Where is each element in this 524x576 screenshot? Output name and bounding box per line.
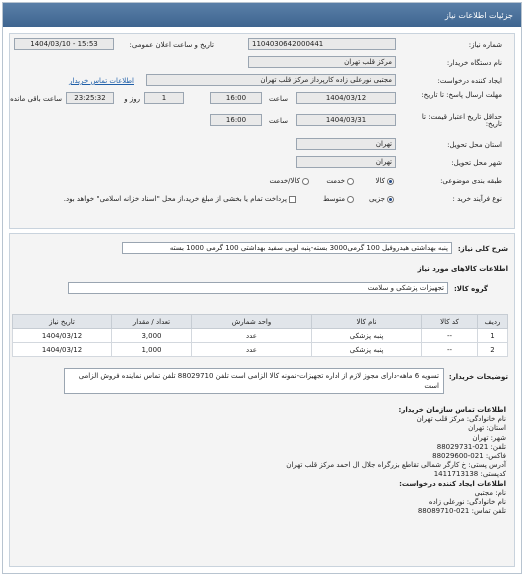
announce-field: 1404/03/10 - 15:53 bbox=[14, 38, 114, 50]
row-buyer bbox=[10, 56, 514, 70]
row-date: 1404/03/12 bbox=[13, 343, 112, 357]
description-label: شرح کلی نیاز: bbox=[457, 245, 508, 253]
creator-contact-title: اطلاعات ایجاد کننده درخواست: bbox=[399, 479, 506, 488]
buyer-contact-province: استان: تهران bbox=[468, 424, 506, 433]
creator-first-name: نام: مجتبی bbox=[474, 488, 506, 497]
row-qty: 3,000 bbox=[112, 329, 192, 343]
province-field: تهران bbox=[296, 138, 396, 150]
creator-field: مجتبی نورعلی زاده کارپرداز مرکز قلب تهران bbox=[146, 74, 396, 86]
category-option-service[interactable]: خدمت bbox=[326, 174, 354, 188]
radio-icon[interactable] bbox=[347, 196, 354, 203]
row-index: 1 bbox=[478, 329, 508, 343]
description-field: پنبه بهداشتی هیدروفیل 100 گرمی3000 بسته-پنبه لوپی سفید بهداشتی 100 گرمی 1000 بسته bbox=[122, 242, 452, 254]
buyer-contact-title: اطلاعات تماس سازمان خریدار: bbox=[398, 406, 506, 414]
row-unit: عدد bbox=[192, 329, 312, 343]
buyer-contact-name: نام خانوادگی: مرکز قلب تهران bbox=[416, 415, 506, 424]
category-option-goods-service[interactable]: کالا/خدمت bbox=[270, 174, 309, 188]
creator-phone: تلفن تماس: 021-88089710 bbox=[417, 507, 506, 516]
row-city bbox=[10, 156, 514, 170]
contact-block bbox=[286, 406, 506, 516]
remaining-time-field: 23:25:32 bbox=[66, 92, 114, 104]
radio-selected-icon[interactable] bbox=[387, 196, 394, 203]
row-description bbox=[10, 242, 514, 256]
buyer-contact-phone: تلفن: 021-88029731 bbox=[436, 442, 506, 451]
day-label: روز و bbox=[124, 95, 140, 103]
row-need-number bbox=[10, 38, 514, 52]
category-label: طبقه بندی موضوعی: bbox=[440, 177, 502, 185]
goods-group-label: گروه کالا: bbox=[453, 285, 488, 293]
need-info-panel bbox=[9, 33, 515, 229]
col-name: نام کالا bbox=[312, 315, 422, 329]
goods-panel bbox=[9, 233, 515, 567]
buyer-contact-fax: فاکس: 021-88029600 bbox=[432, 452, 506, 461]
buyer-notes-label: توضیحات خریدار: bbox=[448, 373, 508, 381]
row-date: 1404/03/12 bbox=[13, 329, 112, 343]
day-count-field: 1 bbox=[144, 92, 184, 104]
province-label: استان محل تحویل: bbox=[447, 141, 502, 149]
goods-group-field: تجهیزات پزشکی و سلامت bbox=[68, 282, 448, 294]
remaining-label: ساعت باقی مانده bbox=[10, 95, 62, 103]
creator-last-name: نام خانوادگی: نورعلی زاده bbox=[428, 498, 506, 507]
checkbox-icon[interactable] bbox=[289, 196, 296, 203]
row-unit: عدد bbox=[192, 343, 312, 357]
row-province bbox=[10, 138, 514, 152]
row-code: -- bbox=[422, 343, 478, 357]
reply-time-label: ساعت bbox=[268, 95, 288, 103]
validity-label: حداقل تاریخ اعتبار قیمت: تا تاریخ: bbox=[421, 113, 502, 128]
buyer-contact-address: آدرس پستی: خ کارگر شمالی تقاطع بزرگراه جلال ال احمد مرکز قلب تهران bbox=[286, 461, 506, 470]
creator-label: ایجاد کننده درخواست: bbox=[437, 77, 502, 85]
buyer-contact-postal: کدپستی: 1411713138 bbox=[433, 470, 506, 479]
row-name: پنبه پزشکی bbox=[312, 329, 422, 343]
reply-date-field: 1404/03/12 bbox=[296, 92, 396, 104]
goods-section-title-row bbox=[10, 262, 514, 276]
row-code: -- bbox=[422, 329, 478, 343]
process-label: نوع فرآیند خرید : bbox=[452, 195, 502, 203]
goods-table bbox=[12, 314, 508, 357]
row-validity bbox=[10, 114, 514, 128]
city-field: تهران bbox=[296, 156, 396, 168]
buyer-contact-city: شهر: تهران bbox=[472, 433, 506, 442]
process-option-medium[interactable]: متوسط bbox=[323, 192, 354, 206]
validity-time-field: 16:00 bbox=[210, 114, 262, 126]
row-process bbox=[10, 192, 514, 206]
validity-date-field: 1404/03/31 bbox=[296, 114, 396, 126]
need-number-label: شماره نیاز: bbox=[468, 41, 502, 49]
col-unit: واحد شمارش bbox=[192, 315, 312, 329]
buyer-field: مرکز قلب تهران bbox=[248, 56, 396, 68]
announce-label: تاریخ و ساعت اعلان عمومی: bbox=[129, 41, 214, 49]
row-name: پنبه پزشکی bbox=[312, 343, 422, 357]
category-option-goods[interactable]: کالا bbox=[376, 174, 394, 188]
reply-deadline-label: مهلت ارسال پاسخ: تا تاریخ: bbox=[421, 91, 502, 99]
process-option-minor[interactable]: جزیی bbox=[369, 192, 394, 206]
page-header bbox=[3, 3, 521, 27]
radio-icon[interactable] bbox=[347, 178, 354, 185]
buyer-label: نام دستگاه خریدار: bbox=[446, 59, 502, 67]
col-index: ردیف bbox=[478, 315, 508, 329]
radio-selected-icon[interactable] bbox=[387, 178, 394, 185]
city-label: شهر محل تحویل: bbox=[451, 159, 502, 167]
row-category bbox=[10, 174, 514, 188]
payment-option[interactable]: پرداخت تمام یا بخشی از مبلغ خرید،از محل "اسناد خزانه اسلامی" خواهد بود. bbox=[64, 192, 296, 206]
col-date: تاریخ نیاز bbox=[13, 315, 112, 329]
page-frame bbox=[2, 2, 522, 574]
row-goods-group bbox=[10, 282, 514, 296]
need-number-field: 1104030642000441 bbox=[248, 38, 396, 50]
table-row[interactable] bbox=[13, 343, 508, 357]
reply-time-field: 16:00 bbox=[210, 92, 262, 104]
radio-icon[interactable] bbox=[302, 178, 309, 185]
buyer-notes-field: تسویه 6 ماهه-دارای مجوز لازم از اداره تجهیزات-نمونه کالا الزامی است تلفن 88029710 تلفن تماس نماینده فروش الزامی است bbox=[64, 368, 444, 394]
row-reply-deadline bbox=[10, 92, 514, 106]
goods-table-header bbox=[13, 315, 508, 329]
page-title: جزئیات اطلاعات نیاز bbox=[444, 10, 513, 20]
col-code: کد کالا bbox=[422, 315, 478, 329]
validity-time-label: ساعت bbox=[268, 117, 288, 125]
goods-section-title: اطلاعات کالاهای مورد نیاز bbox=[417, 265, 508, 273]
buyer-contact-link[interactable]: اطلاعات تماس خریدار bbox=[69, 77, 134, 85]
row-creator bbox=[10, 74, 514, 88]
row-index: 2 bbox=[478, 343, 508, 357]
row-qty: 1,000 bbox=[112, 343, 192, 357]
col-qty: تعداد / مقدار bbox=[112, 315, 192, 329]
table-row[interactable] bbox=[13, 329, 508, 343]
